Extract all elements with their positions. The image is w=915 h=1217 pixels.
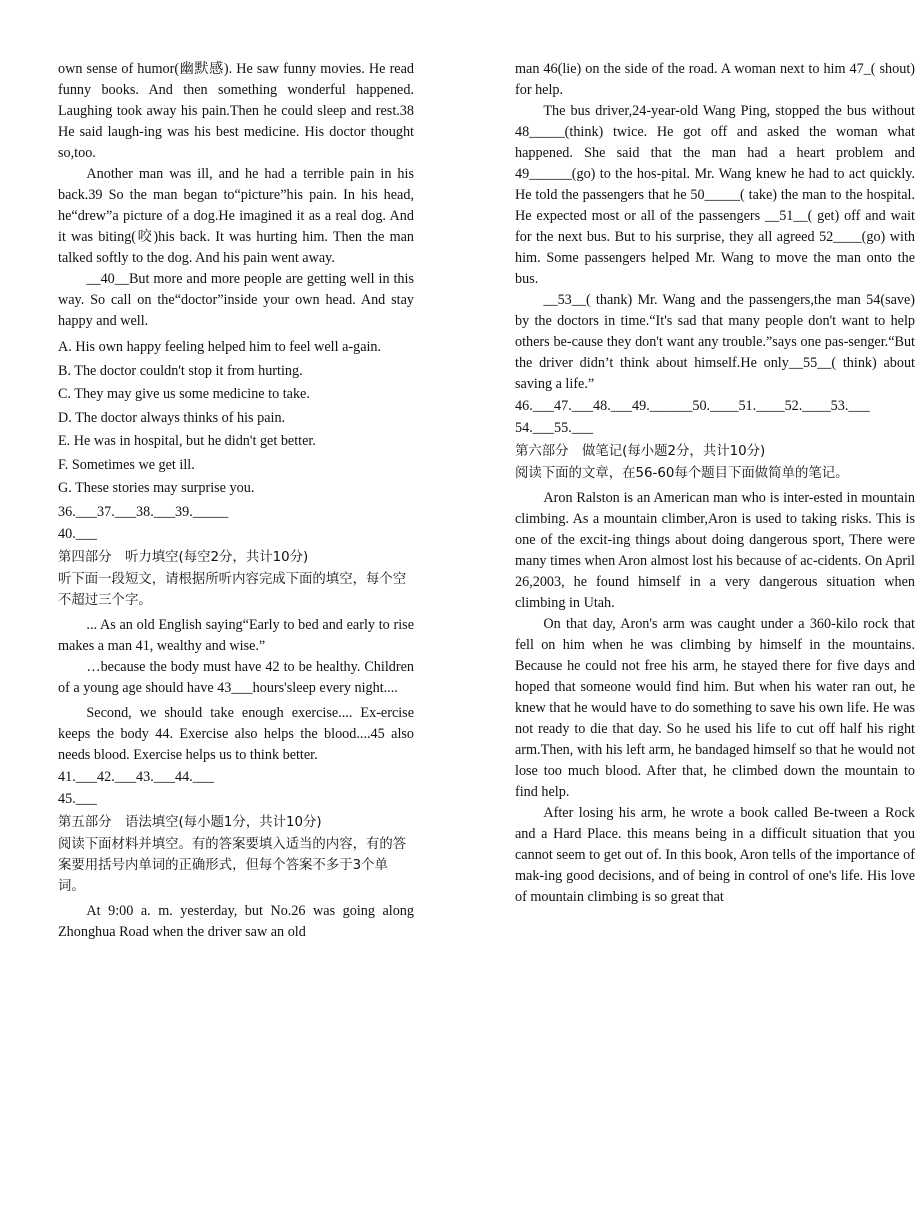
left-column [58, 59, 414, 943]
grammar-paragraph-3: The bus driver,24-year-old Wang Ping, stopped the bus without 48_____(think) twice. He got off and asked the woman what happened. She said that the man had a heart problem and 49______(go) to the hos-pital. Mr. Wang knew he had to act quickly. He told the passengers that he 50_____( take) the man to the hospital. He expected most or all of the passengers __51__( get) off and wait for the next bus. But to his surprise, they all agreed 52____(go) with him. Some passengers helped Mr. Wang to move the man onto the bus. [515, 103, 915, 287]
grammar-paragraph-1: At 9:00 a. m. yesterday, but No.26 was going along Zhonghua Road when the driver saw an old [58, 902, 414, 940]
listening-paragraph-1: ... As an old English saying“Early to bed and early to rise makes a man 41, wealthy and wise.” [58, 616, 414, 654]
answer-blank-45: 45.___ [58, 790, 98, 807]
option-e: E. He was in hospital, but he didn't get better. [58, 433, 316, 449]
paragraph-humor: own sense of humor(幽默感). He saw funny movies. He read funny books. And then something wonderful happened. Laughing took away his pain.Then he could sleep and rest.38 He said laugh-ing was his best medicine. His doctor thought so,too. [58, 61, 414, 161]
paragraph-back-pain: Another man was ill, and he had a terrible pain in his back.39 So the man began to“picture”his pain. In his head, he“drew”a picture of a dog.He imagined it as a real dog. And it was biting(咬)his back. It was hurting him. Then the man talked softly to the dog. And his pain went away. [58, 166, 414, 266]
option-b: B. The doctor couldn't stop it from hurting. [58, 362, 303, 379]
listening-paragraph-2: …because the body must have 42 to be healthy. Children of a young age should have 43___hours'sleep every night.... [58, 658, 414, 696]
answer-blanks-36-39: 36.___37.___38.___39._____ [58, 503, 229, 520]
section-4-instructions: 听下面一段短文，请根据所听内容完成下面的填空，每个空不超过三个字。 [58, 571, 407, 608]
option-g: G. These stories may surprise you. [58, 480, 255, 496]
section-5-instructions: 阅读下面材料并填空。有的答案要填入适当的内容，有的答案要用括号内单词的正确形式，但每个答案不多于3个单词。 [58, 836, 407, 894]
option-a: A. His own happy feeling helped him to feel well a-gain. [58, 339, 382, 355]
answer-blanks-54-55: 54.___55.___ [515, 420, 594, 436]
section-4-title: 第四部分 听力填空(每空2分，共计10分) [58, 549, 309, 565]
option-c: C. They may give us some medicine to take. [58, 386, 310, 402]
option-f: F. Sometimes we get ill. [58, 456, 195, 473]
section-6-instructions: 阅读下面的文章，在56-60每个题目下面做简单的笔记。 [515, 466, 849, 481]
section-5-title: 第五部分 语法填空(每小题1分，共计10分) [58, 814, 322, 830]
notes-paragraph-3: After losing his arm, he wrote a book called Be-tween a Rock and a Hard Place. this means being in a difficult situation that you cannot seem to get out of. In this book, Aron tells of the importance of mak-ing good decisions, and of being in control of one's life. His love of mountain climbing is so great that [515, 805, 915, 905]
notes-paragraph-1: Aron Ralston is an American man who is inter-ested in mountain climbing. As a mountain climber,Aron is used to taking risks. This is one of the excit-ing things about doing dangerous sport, There were many times when Aron almost lost his because of ac-cidents. On April 26,2003, he found himself in a very dangerous situation when climbing in Utah. [515, 490, 915, 611]
answer-blanks-41-44: 41.___42.___43.___44.___ [58, 768, 215, 785]
listening-paragraph-3: Second, we should take enough exercise.... Ex-ercise keeps the body 44. Exercise also helps the blood....45 also needs blood. Exercise helps us to think better. [58, 704, 414, 763]
grammar-paragraph-2: man 46(lie) on the side of the road. A woman next to him 47_( shout) for help. [515, 61, 915, 98]
right-column [515, 59, 915, 908]
section-6-title: 第六部分 做笔记(每小题2分，共计10分) [515, 444, 766, 459]
notes-paragraph-2: On that day, Aron's arm was caught under a 360-kilo rock that fell on him when he was climbing by himself in the mountains. Because he could not free his arm, he stayed there for five days and hoped that someone would find him. But when his water ran out, he knew that he would have to do something to save his own life. He was not ready to die that day. So he used his life to cut off half his right arm.Then, with his left arm, he bandaged himself so that he would not lose too much blood. After that, he climbed down the mountain to find help. [515, 616, 915, 800]
answer-blank-40: 40.___ [58, 525, 98, 542]
option-d: D. The doctor always thinks of his pain. [58, 409, 286, 426]
answer-blanks-46-53: 46.___47.___48.___49.______50.____51.____52.____53.___ [515, 398, 870, 414]
paragraph-40: __40__But more and more people are getting well in this way. So call on the“doctor”inside your own head. And stay happy and well. [58, 271, 414, 329]
grammar-paragraph-4: __53__( thank) Mr. Wang and the passengers,the man 54(save) by the doctors in time.“It's sad that many people don't want to help others be-cause they don't want any trouble.”says one pas-senger.“But the driver didn’t think about himself.He only__55__( think) about saving a life.” [515, 292, 915, 392]
